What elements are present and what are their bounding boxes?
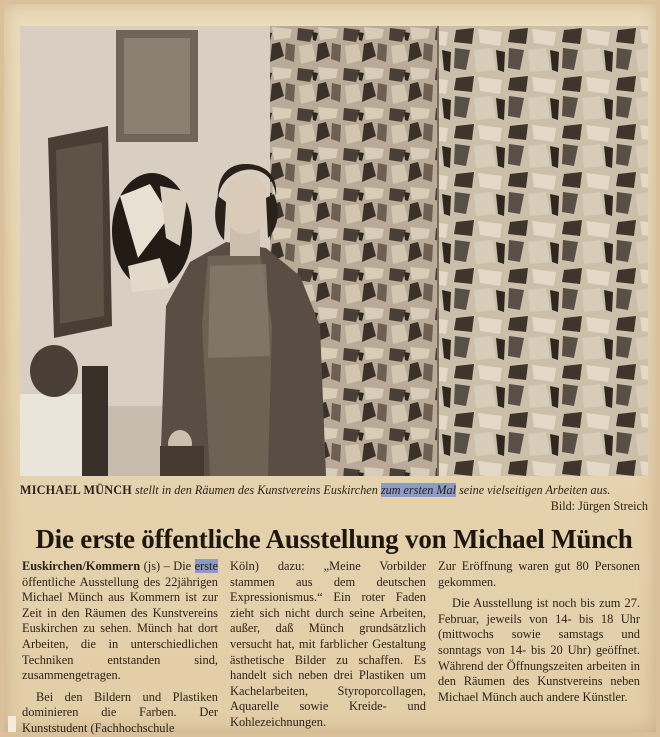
paragraph-3: Köln) dazu: „Meine Vorbilder stammen aus dem deutschen Expressionismus.“ Ein roter Faden zieht sich nicht durch seine Arbeiten, außer, daß Münch grundsätzlich versucht hat, mit farblicher Gestaltung ästhetische Bilder zu schaffen. Es handelt sich neben drei Plastiken um Kachelarbeiten, Styroporcollagen, Aquarelle sowie Kreide- und Kohlezeichnungen. xyxy=(230,559,426,729)
article-photo xyxy=(20,26,648,476)
article-headline: Die erste öffentliche Ausstellung von Michael Münch xyxy=(35,524,633,554)
paragraph-5: Die Ausstellung ist noch bis zum 27. Februar, jeweils von 14- bis 18 Uhr (mittwochs sowie samstags und sonntags von 14- bis 20 Uhr) geöffnet. Während der Öffnungszeiten arbeiten in den Räumen des Kunstvereins neben Michael Münch auch andere Künstler. xyxy=(438,596,640,704)
photo-of-artist-icon xyxy=(20,26,648,476)
caption-text-after: seine vielseitigen Arbeiten aus. xyxy=(456,483,611,497)
paragraph-4: Zur Eröffnung waren gut 80 Personen gekommen. xyxy=(438,559,640,589)
paragraph-text: (js) – Die xyxy=(140,559,195,573)
photo-caption xyxy=(20,482,648,513)
paragraph-text: öffentliche Ausstellung des 22jährigen Michael Münch aus Kommern ist zur Zeit in den Räumen des Kunstvereins Euskirchen zu sehen. Münch hat dort Arbeiten, die in unterschiedlichen Techniken entstanden sind, zusammengetragen. xyxy=(22,574,218,683)
article-column-3 xyxy=(438,559,640,705)
dateline: Euskirchen/Kommern xyxy=(22,559,141,573)
paragraph-2: Bei den Bildern und Plastiken dominieren die Farben. Der Kunststudent (Fachhochschule xyxy=(22,689,218,735)
photo-credit: Bild: Jürgen Streich xyxy=(550,499,648,513)
caption-name: MICHAEL MÜNCH xyxy=(20,483,132,497)
torn-corner xyxy=(8,716,16,732)
paragraph-1 xyxy=(22,559,218,684)
caption-text-before: stellt in den Räumen des Kunstvereins Euskirchen xyxy=(131,483,381,497)
highlighted-word: erste xyxy=(194,559,218,573)
article-column-1 xyxy=(22,559,218,737)
article-column-2 xyxy=(230,559,426,731)
caption-highlight: zum ersten Mal xyxy=(380,483,457,497)
